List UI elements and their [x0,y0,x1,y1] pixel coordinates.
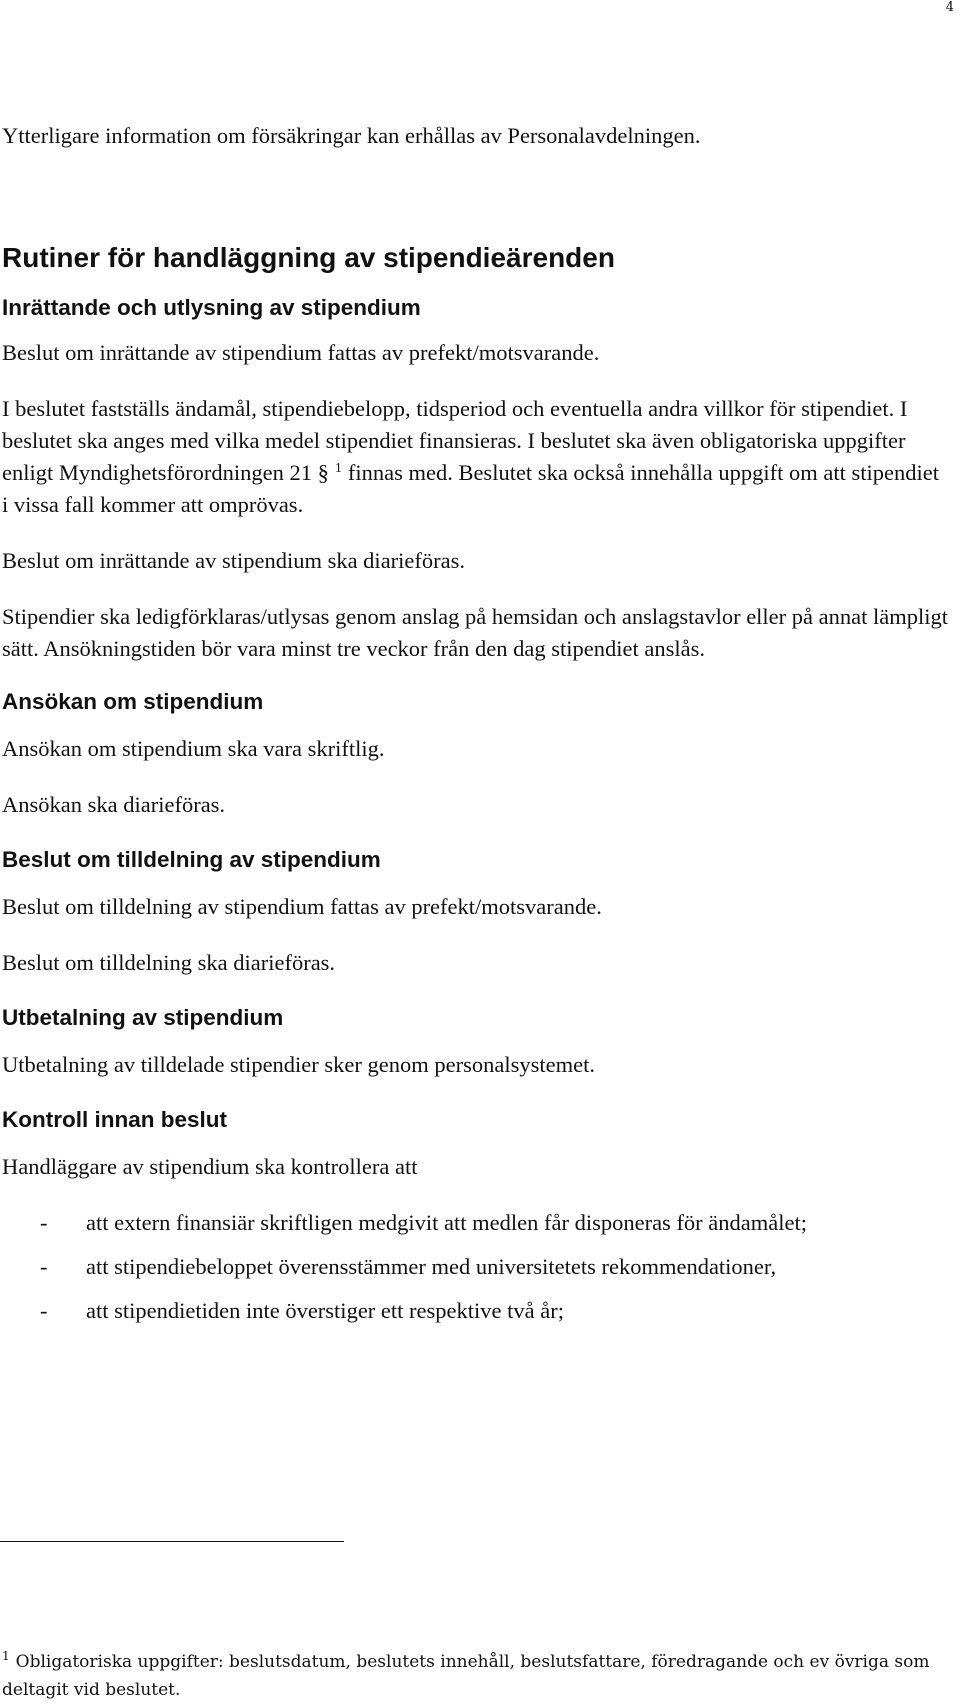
section-heading-tilldelning: Beslut om tilldelning av stipendium [2,847,381,872]
paragraph: Beslut om tilldelning ska diarieföras. [2,950,336,975]
section-heading-kontroll: Kontroll innan beslut [2,1107,227,1132]
dash-marker: - [40,1210,48,1235]
checklist [2,1207,950,1327]
paragraph: Beslut om tilldelning av stipendium fattas av prefekt/motsvarande. [2,894,602,919]
list-item [2,1207,950,1239]
footnote [2,1648,942,1704]
intro-paragraph: Ytterligare information om försäkringar kan erhållas av Personalavdelningen. [2,123,701,148]
dash-marker: - [40,1254,48,1279]
page-number: 4 [945,0,954,15]
footnote-mark: 1 [2,1649,10,1664]
paragraph: Ansökan ska diarieföras. [2,792,226,817]
paragraph: Handläggare av stipendium ska kontrollera att [2,1154,418,1179]
paragraph-text: I beslutet fastställs ändamål, stipendiebelopp, tidsperiod och eventuella andra villkor för stipendiet. I beslutet ska anges med vilka medel stipendiet finansieras. I beslutet ska även obligatoriska uppgifter enligt Myndighetsförordningen 21 § [2,396,908,485]
paragraph: Beslut om inrättande av stipendium fattas av prefekt/motsvarande. [2,340,600,365]
paragraph: Utbetalning av tilldelade stipendier sker genom personalsystemet. [2,1052,595,1077]
paragraph-text: finnas med. Beslutet ska också innehålla uppgift om att stipendiet i vissa fall kommer att omprövas. [2,460,939,517]
paragraph: Beslut om inrättande av stipendium ska diarieföras. [2,548,466,573]
document-title: Rutiner för handläggning av stipendieärenden [2,242,615,273]
paragraph: Ansökan om stipendium ska vara skriftlig. [2,736,385,761]
section-heading-ansokan: Ansökan om stipendium [2,689,264,714]
paragraph [2,393,950,521]
dash-marker: - [40,1298,48,1323]
list-item-text: att stipendiebeloppet överensstämmer med universitetets rekommendationer, [86,1254,777,1279]
footnote-separator [0,1541,344,1542]
footnote-reference: 1 [334,460,342,476]
section-heading-inrattande: Inrättande och utlysning av stipendium [2,295,421,320]
paragraph: Stipendier ska ledigförklaras/utlysas genom anslag på hemsidan och anslagstavlor eller på annat lämpligt sätt. Ansökningstiden bör vara minst tre veckor från den dag stipendiet anslås. [2,604,948,661]
list-item-text: att stipendietiden inte överstiger ett respektive två år; [86,1298,564,1323]
section-heading-utbetalning: Utbetalning av stipendium [2,1005,284,1030]
list-item [2,1251,950,1283]
list-item [2,1295,950,1327]
footnote-text: Obligatoriska uppgifter: beslutsdatum, beslutets innehåll, beslutsfattare, föredragande och ev övriga som deltagit vid beslutet. [2,1652,930,1700]
document-body [2,120,950,1327]
list-item-text: att extern finansiär skriftligen medgivit att medlen får disponeras för ändamålet; [86,1210,807,1235]
